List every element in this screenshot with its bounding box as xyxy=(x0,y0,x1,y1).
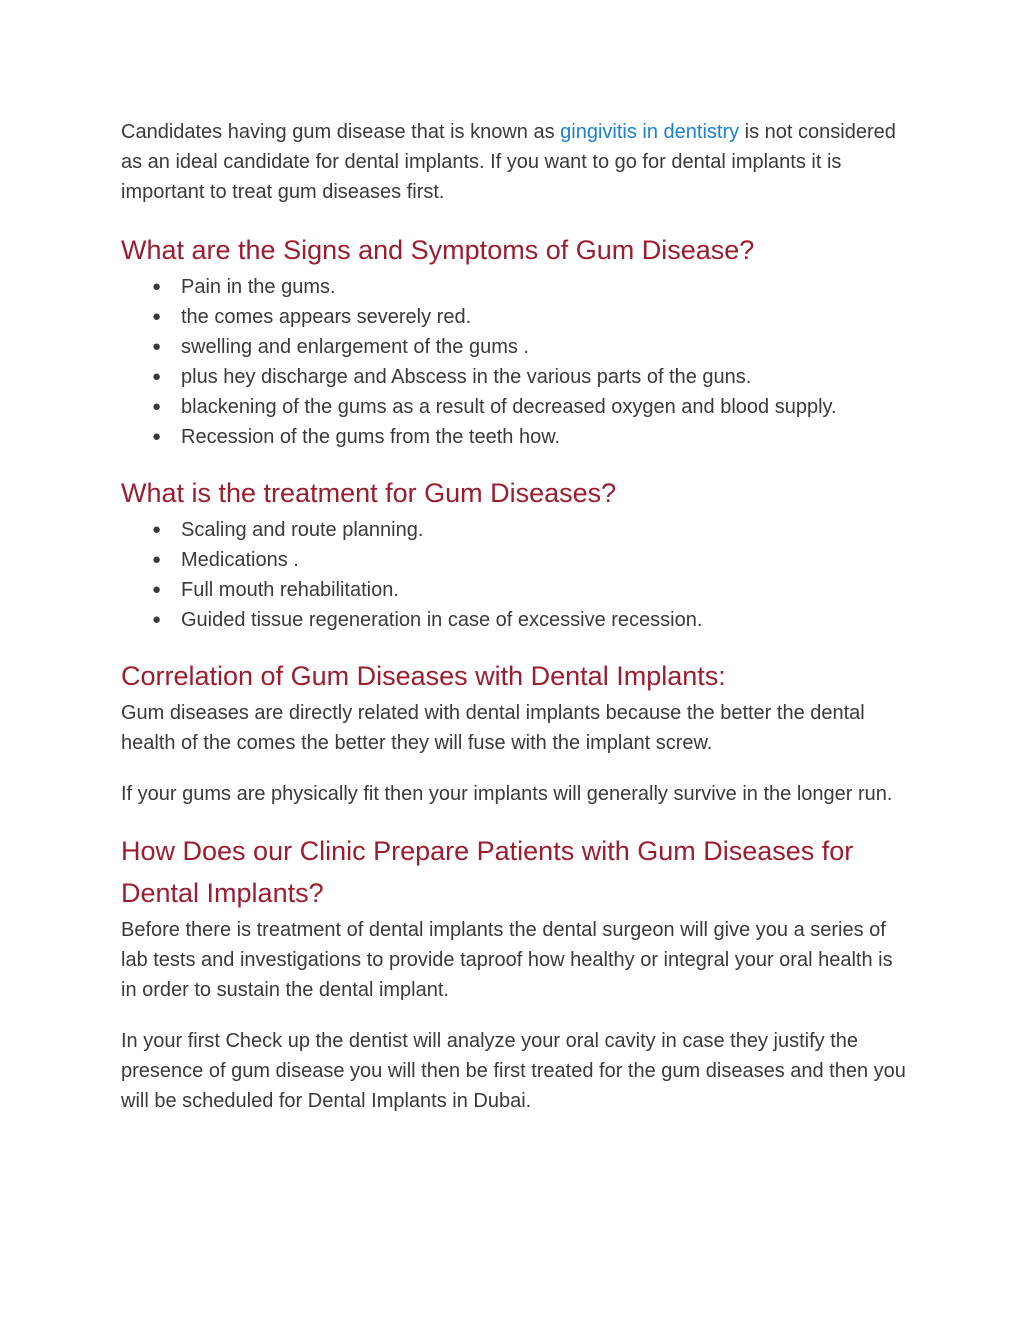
list-item xyxy=(121,392,911,422)
bullet-icon: ● xyxy=(152,521,162,538)
intro-paragraph xyxy=(121,117,911,207)
bullet-icon: ● xyxy=(152,308,162,325)
list-item xyxy=(121,272,911,302)
list-item-text: Pain in the gums. xyxy=(181,276,336,298)
list-item-text: blackening of the gums as a result of decreased oxygen and blood supply. xyxy=(181,396,837,418)
heading-correlation: Correlation of Gum Diseases with Dental Implants: xyxy=(121,661,726,691)
bullet-icon: ● xyxy=(152,581,162,598)
spacer xyxy=(121,452,911,462)
bullet-icon: ● xyxy=(152,551,162,568)
intro-text-after: is not considered as an ideal candidate for dental implants. If you want to go for dental implants it is important to treat gum diseases first. xyxy=(121,121,896,203)
list-item xyxy=(121,302,911,332)
bullet-icon: ● xyxy=(152,368,162,385)
bullet-icon: ● xyxy=(152,428,162,445)
document-page xyxy=(121,117,911,1137)
bullet-icon: ● xyxy=(152,278,162,295)
heading-clinic-preparation: How Does our Clinic Prepare Patients with Gum Diseases for Dental Implants? xyxy=(121,836,854,908)
treatment-list xyxy=(121,515,911,635)
list-item xyxy=(121,575,911,605)
preparation-paragraph: In your first Check up the dentist will analyze your oral cavity in case they justify the presence of gum disease you will then be first treated for the gum diseases and then you will be scheduled for Dental Implants in Dubai. xyxy=(121,1030,906,1112)
list-item-text: Guided tissue regeneration in case of excessive recession. xyxy=(181,609,703,631)
correlation-paragraph: Gum diseases are directly related with dental implants because the better the dental health of the comes the better they will fuse with the implant screw. xyxy=(121,702,865,754)
list-item-text: Medications . xyxy=(181,549,299,571)
preparation-paragraph: Before there is treatment of dental implants the dental surgeon will give you a series of lab tests and investigations to provide taproof how healthy or integral your oral health is in order to sustain the dental implant. xyxy=(121,919,893,1001)
spacer xyxy=(121,635,911,645)
list-item-text: plus hey discharge and Abscess in the various parts of the guns. xyxy=(181,366,752,388)
list-item xyxy=(121,362,911,392)
heading-signs-symptoms: What are the Signs and Symptoms of Gum Disease? xyxy=(121,235,755,265)
bullet-icon: ● xyxy=(152,611,162,628)
list-item xyxy=(121,515,911,545)
list-item xyxy=(121,332,911,362)
symptoms-list xyxy=(121,272,911,452)
list-item xyxy=(121,422,911,452)
list-item-text: Full mouth rehabilitation. xyxy=(181,579,399,601)
list-item xyxy=(121,605,911,635)
bullet-icon: ● xyxy=(152,398,162,415)
list-item xyxy=(121,545,911,575)
list-item-text: Recession of the gums from the teeth how. xyxy=(181,426,561,448)
list-item-text: swelling and enlargement of the gums . xyxy=(181,336,529,358)
heading-treatment: What is the treatment for Gum Diseases? xyxy=(121,478,617,508)
gingivitis-link[interactable]: gingivitis in dentistry xyxy=(560,121,740,143)
intro-text-before: Candidates having gum disease that is known as xyxy=(121,121,561,143)
correlation-paragraph: If your gums are physically fit then your implants will generally survive in the longer run. xyxy=(121,783,893,805)
bullet-icon: ● xyxy=(152,338,162,355)
list-item-text: Scaling and route planning. xyxy=(181,519,424,541)
list-item-text: the comes appears severely red. xyxy=(181,306,472,328)
